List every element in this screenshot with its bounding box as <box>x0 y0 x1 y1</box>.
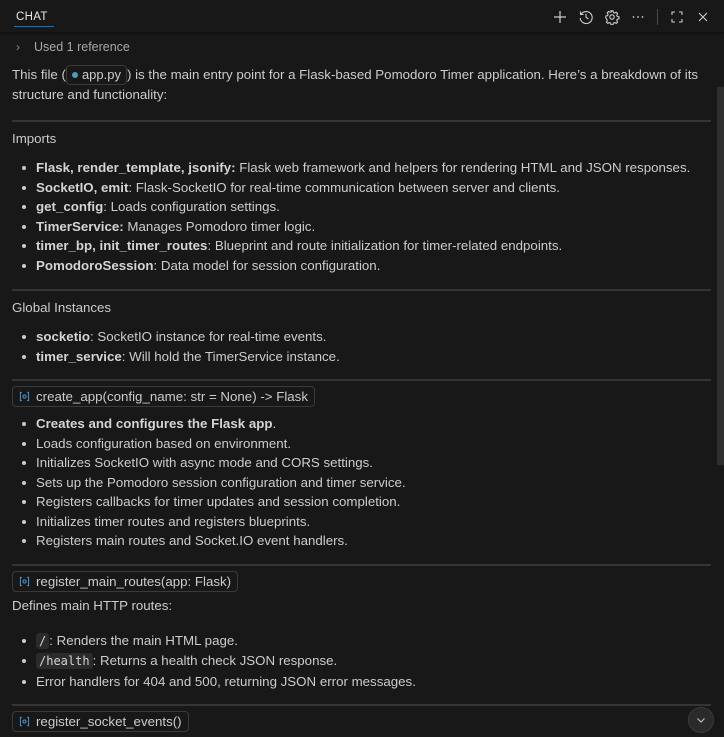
globals-list <box>12 327 705 366</box>
item-desc: : Blueprint and route initialization for timer-related endpoints. <box>207 238 563 254</box>
used-references-toggle[interactable] <box>16 33 705 60</box>
item-desc: : Renders the main HTML page. <box>49 632 238 648</box>
divider <box>12 379 711 381</box>
item-desc: : SocketIO instance for real-time events. <box>89 329 327 345</box>
item-term: TimerService: <box>36 218 124 234</box>
active-tab-indicator <box>14 26 54 27</box>
chat-response <box>0 33 717 737</box>
item-desc: Sets up the Pomodoro session configuration and timer service. <box>36 474 406 490</box>
item-term: Creates and configures the Flask app <box>36 416 273 432</box>
item-desc: Registers main routes and Socket.IO event handlers. <box>36 533 348 549</box>
intro-paragraph <box>12 65 705 105</box>
item-desc: . <box>272 416 277 432</box>
divider <box>12 704 711 706</box>
symbol-label: create_app(config_name: str = None) -> Flask <box>36 389 308 405</box>
symbol-label: register_socket_events() <box>36 714 182 730</box>
chevron-right-icon: › <box>16 39 20 54</box>
item-desc: : Data model for session configuration. <box>153 257 381 273</box>
tab-chat-label: CHAT <box>16 10 48 23</box>
file-chip-label: app.py <box>81 67 121 83</box>
divider <box>12 289 711 291</box>
history-button[interactable] <box>573 5 599 29</box>
list-item <box>12 492 705 512</box>
item-term: timer_service <box>36 348 122 364</box>
scrollbar-thumb[interactable] <box>717 87 724 465</box>
list-item <box>12 531 705 551</box>
item-desc: Error handlers for 404 and 500, returning JSON error messages. <box>36 673 416 689</box>
create-app-list <box>12 414 705 551</box>
symbol-chip-create-app[interactable] <box>12 386 315 407</box>
divider <box>12 564 711 566</box>
tab-chat[interactable] <box>10 0 54 33</box>
file-reference-chip[interactable] <box>66 65 127 85</box>
python-file-icon <box>72 72 78 78</box>
item-desc: : Flask-SocketIO for real-time communication between server and clients. <box>128 179 560 195</box>
list-item <box>12 434 705 454</box>
item-term: socketio <box>36 329 90 345</box>
item-term: Flask, render_template, jsonify: <box>36 160 236 176</box>
inline-code: / <box>36 633 49 649</box>
list-item <box>12 512 705 532</box>
list-item <box>12 473 705 493</box>
list-item <box>12 631 705 652</box>
list-item <box>12 327 705 347</box>
chevron-down-icon <box>695 714 707 726</box>
list-item <box>12 178 705 198</box>
actions-separator <box>657 9 658 25</box>
intro-text-before: This file ( <box>12 67 66 82</box>
list-item <box>12 672 705 692</box>
references-label: Used 1 reference <box>34 39 130 54</box>
new-chat-button[interactable] <box>547 5 573 29</box>
item-desc: Initializes SocketIO with async mode and CORS settings. <box>36 455 373 471</box>
item-desc: Flask web framework and helpers for rendering HTML and JSON responses. <box>235 160 691 176</box>
symbol-method-icon <box>19 391 30 402</box>
intro-text-after: ) is the main entry point for a Flask-based Pomodoro Timer application. Here’s a breakdown of its structure and functionality: <box>12 67 699 103</box>
item-term: PomodoroSession <box>36 257 154 273</box>
close-button[interactable] <box>690 5 716 29</box>
close-icon <box>695 9 711 25</box>
settings-button[interactable] <box>599 5 625 29</box>
main-routes-list <box>12 631 705 692</box>
ellipsis-icon <box>630 9 646 25</box>
list-item <box>12 347 705 367</box>
item-desc: : Loads configuration settings. <box>103 199 280 215</box>
scroll-to-bottom-button[interactable] <box>688 707 714 733</box>
item-desc: : Returns a health check JSON response. <box>92 653 338 669</box>
gear-icon <box>604 9 620 25</box>
imports-list <box>12 158 705 275</box>
symbol-method-icon <box>19 576 30 587</box>
item-desc: Manages Pomodoro timer logic. <box>123 218 316 234</box>
header-actions <box>547 0 716 33</box>
maximize-icon <box>669 9 685 25</box>
symbol-method-icon <box>19 716 30 727</box>
symbol-chip-register-socket-events[interactable] <box>12 711 189 732</box>
list-item <box>12 217 705 237</box>
list-item <box>12 256 705 276</box>
list-item <box>12 651 705 672</box>
symbol-chip-register-main-routes[interactable] <box>12 571 238 592</box>
chat-header <box>0 0 724 33</box>
history-icon <box>578 9 594 25</box>
list-item <box>12 197 705 217</box>
list-item <box>12 453 705 473</box>
inline-code: /health <box>36 653 93 669</box>
item-desc: : Will hold the TimerService instance. <box>121 348 340 364</box>
list-item <box>12 236 705 256</box>
list-item <box>12 414 705 434</box>
list-item <box>12 158 705 178</box>
vertical-scrollbar[interactable] <box>717 33 724 737</box>
item-desc: Registers callbacks for timer updates and session completion. <box>36 494 401 510</box>
globals-heading: Global Instances <box>12 300 112 316</box>
plus-icon <box>552 9 568 25</box>
item-term: timer_bp, init_timer_routes <box>36 238 208 254</box>
maximize-button[interactable] <box>664 5 690 29</box>
item-desc: Loads configuration based on environment. <box>36 435 292 451</box>
more-actions-button[interactable] <box>625 5 651 29</box>
item-term: get_config <box>36 199 104 215</box>
imports-heading: Imports <box>12 131 57 147</box>
item-desc: Initializes timer routes and registers blueprints. <box>36 513 311 529</box>
main-routes-intro: Defines main HTTP routes: <box>12 597 173 613</box>
symbol-label: register_main_routes(app: Flask) <box>36 573 232 589</box>
divider <box>12 120 711 122</box>
item-term: SocketIO, emit <box>36 179 129 195</box>
